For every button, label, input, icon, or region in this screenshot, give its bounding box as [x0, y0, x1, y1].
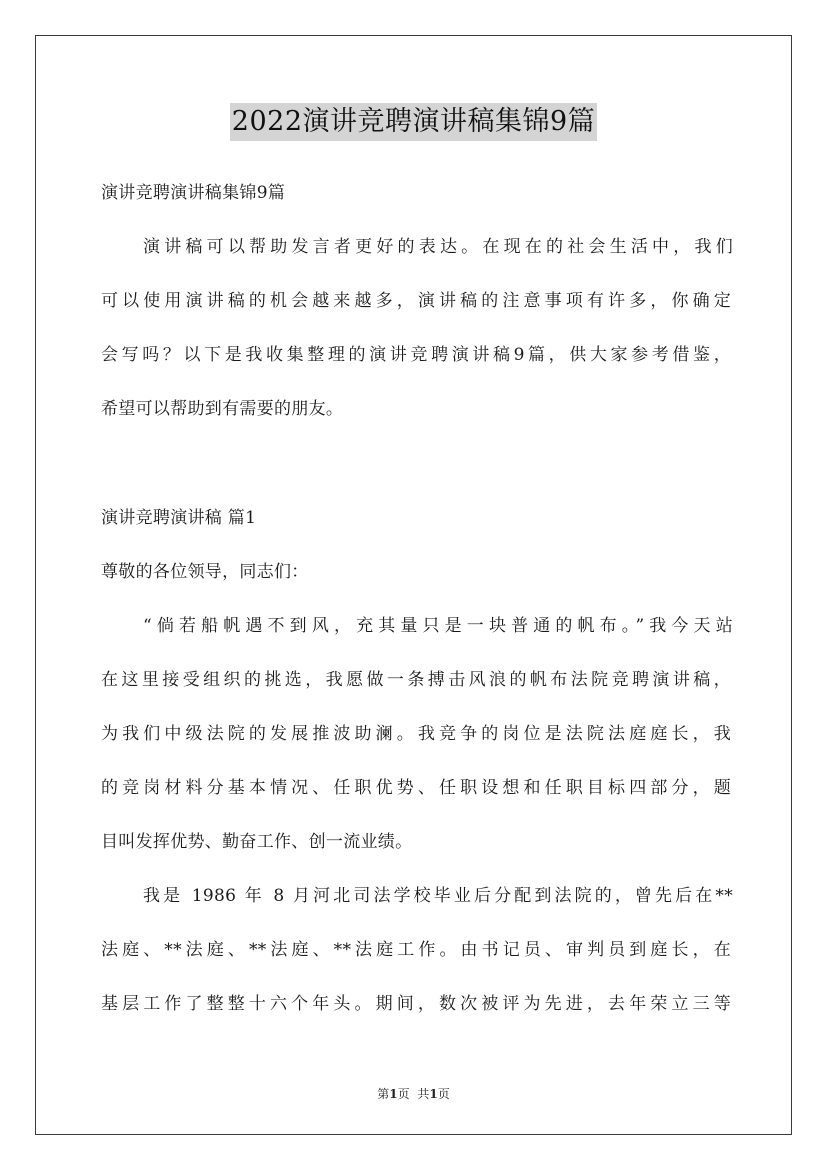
- paragraph-line: 可以使用演讲稿的机会越来越多，演讲稿的注意事项有许多，你确定: [101, 291, 731, 311]
- footer-page-prefix: 第: [377, 1087, 390, 1101]
- paragraph-line: 的竞岗材料分基本情况、任职优势、任职设想和任职目标四部分，题: [101, 778, 731, 798]
- section-heading: 演讲竞聘演讲稿 篇1: [101, 508, 257, 528]
- paragraph-line: 为我们中级法院的发展推波助澜。我竞争的岗位是法院法庭庭长，我: [101, 724, 731, 744]
- footer-page-number: 1: [389, 1087, 398, 1101]
- page-footer: [0, 1085, 827, 1102]
- paragraph-line: 希望可以帮助到有需要的朋友。: [101, 399, 344, 419]
- paragraph-line: 基层工作了整整十六个年头。期间，数次被评为先进，去年荣立三等: [101, 994, 731, 1014]
- salutation: 尊敬的各位领导，同志们：: [101, 562, 309, 582]
- paragraph-line: “倘若船帆遇不到风，充其量只是一块普通的帆布。”我今天站: [143, 616, 733, 636]
- footer-total-suffix: 页: [437, 1087, 450, 1101]
- paragraph-line: 我是 1986 年 8 月河北司法学校毕业后分配到法院的，曾先后在**: [143, 886, 733, 906]
- document-subtitle: 演讲竞聘演讲稿集锦9篇: [101, 183, 286, 203]
- title-container: [0, 103, 827, 141]
- footer-page-suffix: 页: [397, 1087, 410, 1101]
- footer-total-pages: 1: [429, 1087, 438, 1101]
- footer-total-prefix: 共: [417, 1087, 430, 1101]
- paragraph-line: 演讲稿可以帮助发言者更好的表达。在现在的社会生活中，我们: [143, 237, 733, 257]
- paragraph-line: 在这里接受组织的挑选，我愿做一条搏击风浪的帆布法院竞聘演讲稿，: [101, 670, 731, 690]
- paragraph-line: 会写吗？以下是我收集整理的演讲竞聘演讲稿9篇，供大家参考借鉴，: [101, 345, 731, 365]
- paragraph-line: 法庭、**法庭、**法庭、**法庭工作。由书记员、审判员到庭长，在: [101, 940, 731, 960]
- paragraph-line: 目叫发挥优势、勤奋工作、创一流业绩。: [101, 832, 413, 852]
- document-title: 2022演讲竞聘演讲稿集锦9篇: [230, 103, 597, 141]
